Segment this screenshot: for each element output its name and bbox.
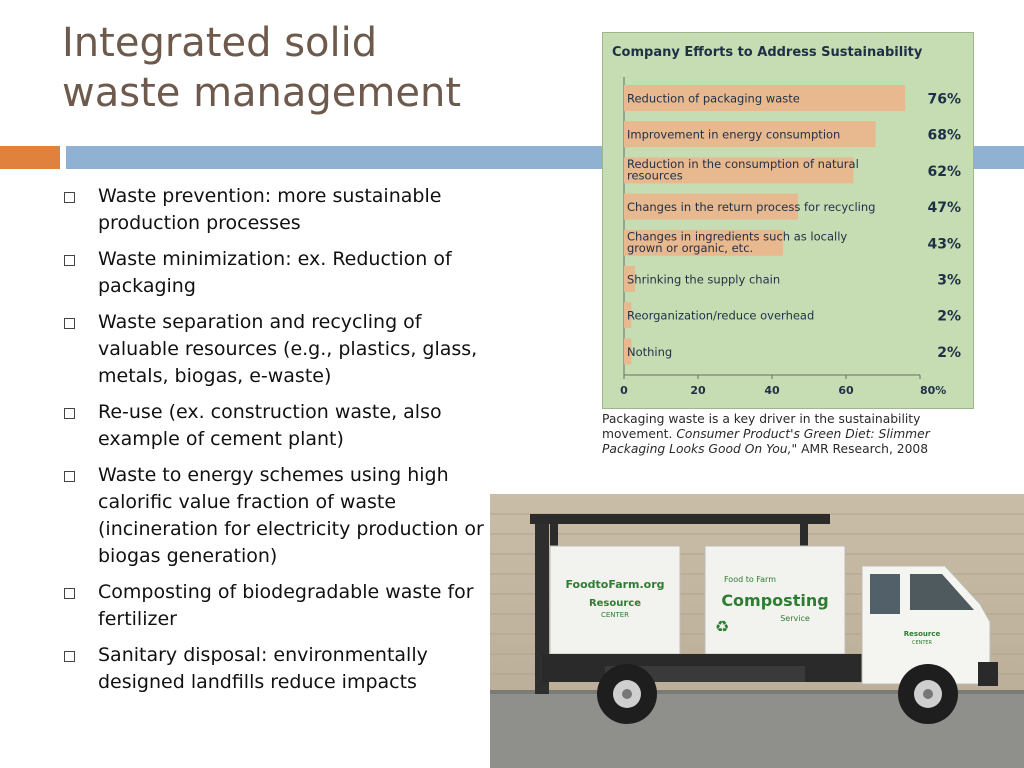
front-wheel [898, 664, 958, 724]
bullet-list [62, 183, 494, 705]
chart-x-tick-label: 0 [620, 384, 628, 397]
chart-x-tick-label: 60 [838, 384, 854, 397]
chart-category-label: Shrinking the supply chain [627, 272, 781, 287]
bullet-item [62, 579, 494, 633]
chart-category-label: Nothing [627, 344, 673, 359]
bullet-item [62, 642, 494, 696]
composting-truck-photo [490, 494, 1024, 768]
bullet-item [62, 309, 494, 390]
bullet-text: Composting of biodegradable waste for fertilizer [98, 581, 474, 630]
chart-category-label: Reduction in the consumption of natural [627, 156, 859, 171]
square-bullet-icon [64, 408, 75, 419]
caption-text-2: AMR Research, 2008 [797, 442, 929, 456]
chart-value-label: 68% [927, 127, 961, 144]
truck-illustration [490, 494, 1024, 768]
sustainability-chart [602, 32, 974, 409]
slide-title [62, 18, 522, 118]
chart-category-label: Changes in the return process for recycling [627, 200, 876, 215]
bullet-text: Waste prevention: more sustainable production processes [98, 185, 442, 234]
bullet-text: Waste separation and recycling of valuable resources (e.g., plastics, glass, metals, biogas, e-waste) [98, 311, 478, 387]
chart-caption [602, 412, 974, 457]
rear-wheel [597, 664, 657, 724]
chart-x-tick-label: 40 [764, 384, 780, 397]
square-bullet-icon [64, 318, 75, 329]
svg-text:Food to Farm: Food to Farm [723, 575, 777, 584]
bullet-text: Waste minimization: ex. Reduction of packaging [98, 248, 452, 297]
chart-canvas [603, 33, 973, 408]
square-bullet-icon [64, 255, 75, 266]
svg-text:Service: Service [780, 614, 810, 623]
chart-value-label: 2% [937, 308, 961, 325]
chart-category-label: Changes in ingredients such as locally [627, 229, 848, 244]
roof-rack [530, 514, 830, 524]
chart-value-label: 43% [927, 236, 961, 253]
chart-value-label: 76% [927, 91, 961, 108]
chart-value-label: 62% [927, 163, 961, 180]
chart-category-label: Reduction of packaging waste [627, 91, 800, 106]
svg-text:♻: ♻ [714, 617, 730, 636]
chart-value-label: 3% [937, 272, 961, 289]
chart-category-label: Improvement in energy consumption [627, 127, 841, 142]
svg-text:CENTER: CENTER [911, 640, 933, 646]
bullet-item [62, 399, 494, 453]
chart-category-label: grown or organic, etc. [627, 240, 754, 255]
title-line-2: waste management [62, 70, 462, 116]
square-bullet-icon [64, 471, 75, 482]
svg-text:Resource: Resource [588, 598, 642, 609]
chart-x-tick-label: 80% [920, 384, 947, 397]
square-bullet-icon [64, 588, 75, 599]
bullet-text: Sanitary disposal: environmentally designed landfills reduce impacts [98, 644, 428, 693]
chart-title: Company Efforts to Address Sustainability [612, 45, 923, 60]
square-bullet-icon [64, 651, 75, 662]
bullet-text: Waste to energy schemes using high calorific value fraction of waste (incineration for electricity production or biogas generation) [98, 464, 484, 567]
svg-text:FoodtoFarm.org: FoodtoFarm.org [565, 578, 665, 591]
accent-bar-orange [0, 146, 60, 169]
title-line-1: Integrated solid [62, 20, 378, 66]
bullet-item [62, 462, 494, 570]
svg-text:CENTER: CENTER [600, 611, 630, 619]
chart-value-label: 47% [927, 200, 961, 217]
bullet-item [62, 183, 494, 237]
chart-value-label: 2% [937, 344, 961, 361]
bullet-text: Re-use (ex. construction waste, also example of cement plant) [98, 401, 442, 450]
square-bullet-icon [64, 192, 75, 203]
caption-source-title: Consumer Product's Green Diet: Slimmer Packaging Looks Good On You," [602, 427, 930, 456]
chart-category-label: Reorganization/reduce overhead [627, 308, 815, 323]
svg-text:Composting: Composting [721, 591, 829, 610]
svg-text:Resource: Resource [903, 630, 941, 638]
bullet-item [62, 246, 494, 300]
chart-category-label: resources [627, 168, 683, 183]
caption-text-1: Packaging waste is a key driver in the sustainability movement. [602, 412, 921, 441]
chart-x-tick-label: 20 [690, 384, 706, 397]
